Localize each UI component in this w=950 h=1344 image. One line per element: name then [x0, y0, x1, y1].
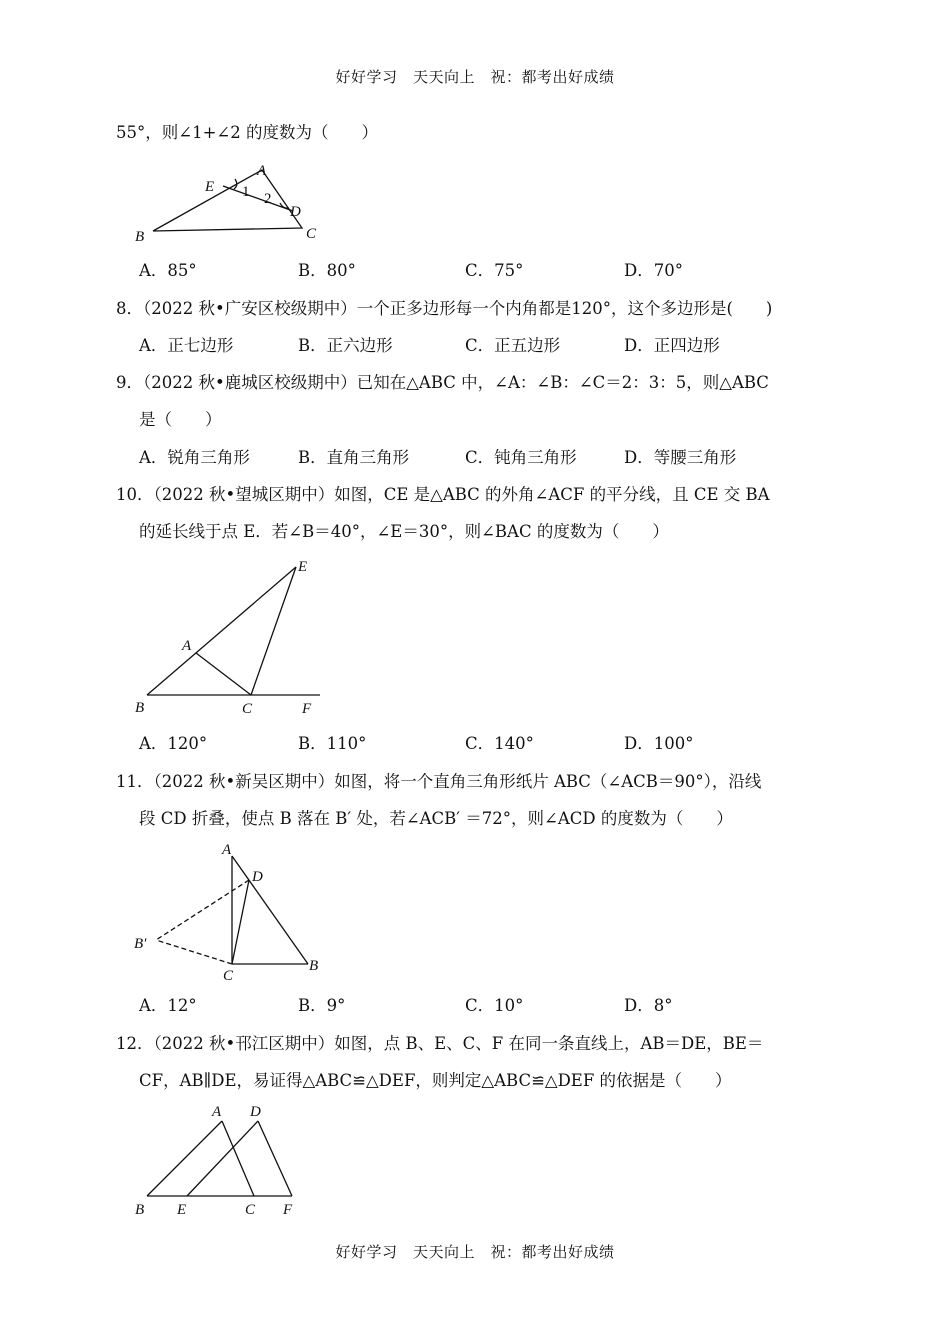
q10-label-B: B [135, 700, 145, 716]
q7-segment-ED [223, 186, 293, 211]
q11-line-CBp [156, 940, 232, 964]
q11-option-b[interactable]: B．9° [298, 996, 346, 1015]
q7-label-B: B [135, 229, 145, 245]
q11-label-C: C [223, 968, 234, 984]
q9-stem-line1: 9．（2022 秋•鹿城区校级期中）已知在△ABC 中，∠A：∠B：∠C＝2：3：5，则△ABC [116, 373, 769, 392]
q11-label-D: D [252, 869, 263, 885]
q7-option-a[interactable]: A．85° [139, 261, 197, 280]
q11-line-DBp [156, 880, 249, 940]
q10-option-c[interactable]: C．140° [465, 734, 534, 753]
q8-option-b[interactable]: B．正六边形 [298, 336, 393, 355]
q7-label-D: D [290, 204, 301, 220]
q9-option-c[interactable]: C．钝角三角形 [465, 448, 577, 467]
q10-stem-line2: 的延长线于点 E．若∠B＝40°，∠E＝30°，则∠BAC 的度数为（ ） [139, 522, 669, 541]
q11-line-CD [232, 880, 249, 964]
q11-option-c[interactable]: C．10° [465, 996, 524, 1015]
q12-label-D: D [250, 1104, 261, 1120]
q12-line-DE [187, 1121, 258, 1196]
q12-label-C: C [245, 1202, 256, 1218]
q9-option-d[interactable]: D．等腰三角形 [624, 448, 737, 467]
q8-option-c[interactable]: C．正五边形 [465, 336, 561, 355]
q7-option-d[interactable]: D．70° [624, 261, 683, 280]
q7-angle-1-arc [234, 179, 237, 189]
q11-label-Bp: B′ [134, 936, 147, 952]
q12-label-B: B [135, 1202, 145, 1218]
q12-line-AC [222, 1121, 254, 1196]
q12-label-A: A [212, 1104, 222, 1120]
q7-label-E: E [205, 179, 215, 195]
q10-label-A: A [182, 638, 192, 654]
q8-option-a[interactable]: A．正七边形 [139, 336, 234, 355]
q10-option-b[interactable]: B．110° [298, 734, 367, 753]
q7-stem: 55°，则∠1+∠2 的度数为（ ） [116, 123, 378, 142]
q12-label-F: F [283, 1202, 293, 1218]
q7-option-c[interactable]: C．75° [465, 261, 524, 280]
page-header: 好好学习 天天向上 祝：都考出好成绩 [335, 68, 615, 86]
q12-label-E: E [177, 1202, 187, 1218]
q7-triangle [153, 170, 302, 231]
q7-option-b[interactable]: B．80° [298, 261, 356, 280]
q10-label-E: E [298, 559, 308, 575]
q12-stem-line1: 12．（2022 秋•邗江区期中）如图，点 B、E、C、F 在同一条直线上，AB＝DE，BE＝ [116, 1034, 764, 1053]
q8-option-d[interactable]: D．正四边形 [624, 336, 720, 355]
q10-option-a[interactable]: A．120° [139, 734, 208, 753]
q9-stem-line2: 是（ ） [139, 410, 222, 429]
q11-label-B: B [309, 958, 319, 974]
q9-option-a[interactable]: A．锐角三角形 [139, 448, 250, 467]
q11-option-d[interactable]: D．8° [624, 996, 673, 1015]
q7-label-C: C [306, 226, 317, 242]
q12-line-AB [147, 1121, 222, 1196]
q10-line-AC [196, 653, 251, 695]
q11-label-A: A [222, 842, 232, 858]
q11-figure [130, 838, 330, 988]
q9-option-b[interactable]: B．直角三角形 [298, 448, 410, 467]
q7-label-A: A [257, 163, 267, 179]
q7-label-2: 2 [264, 191, 272, 207]
q10-label-C: C [242, 701, 253, 717]
q10-stem-line1: 10．（2022 秋•望城区期中）如图，CE 是△ABC 的外角∠ACF 的平分线，且 CE 交 BA [116, 485, 770, 504]
q7-figure [130, 158, 330, 248]
q10-option-d[interactable]: D．100° [624, 734, 694, 753]
q12-stem-line2: CF，AB∥DE，易证得△ABC≌△DEF，则判定△ABC≌△DEF 的依据是（ ） [139, 1071, 732, 1090]
q11-option-a[interactable]: A．12° [139, 996, 197, 1015]
q12-figure [130, 1100, 330, 1225]
q10-label-F: F [302, 701, 312, 717]
q11-stem-line2: 段 CD 折叠，使点 B 落在 B′ 处，若∠ACB′ ＝72°，则∠ACD 的度数为（ ） [139, 809, 733, 828]
page-footer: 好好学习 天天向上 祝：都考出好成绩 [335, 1243, 615, 1261]
q10-figure [130, 555, 330, 720]
q7-label-1: 1 [242, 184, 250, 200]
q12-line-DF [258, 1121, 292, 1196]
q11-stem-line1: 11．（2022 秋•新吴区期中）如图，将一个直角三角形纸片 ABC（∠ACB＝90°），沿线 [116, 772, 762, 791]
q8-stem: 8．（2022 秋•广安区校级期中）一个正多边形每一个内角都是120°，这个多边形是( ) [116, 299, 773, 318]
